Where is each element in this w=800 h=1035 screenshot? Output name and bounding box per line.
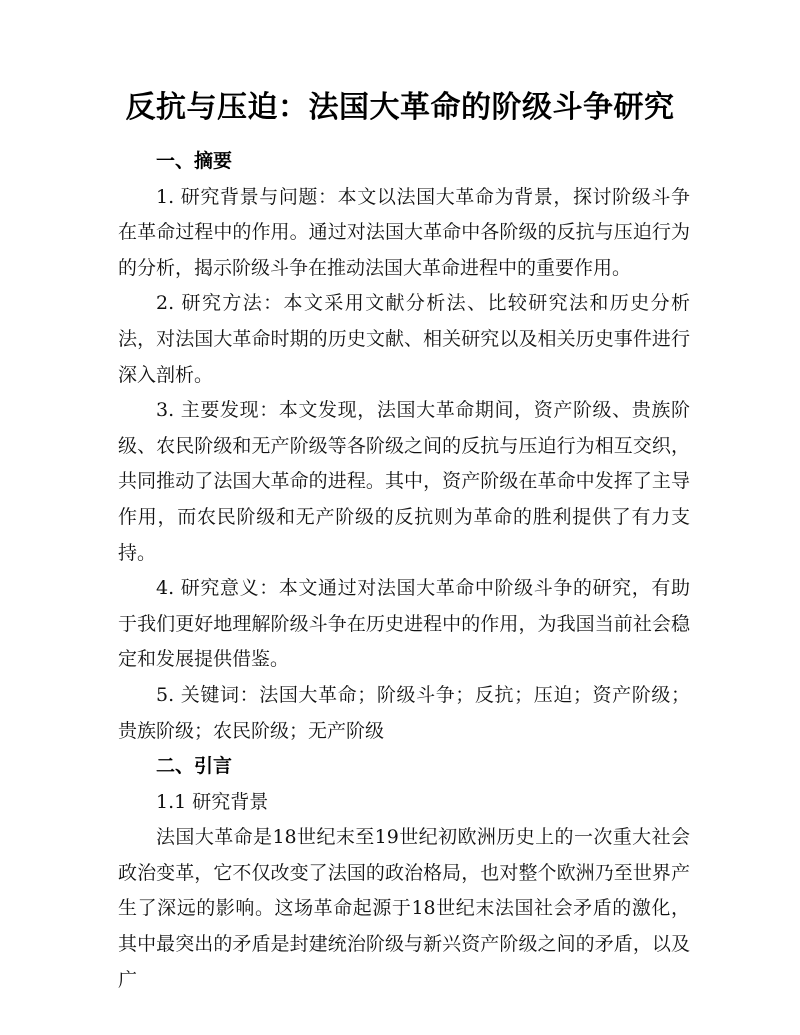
document-title: 反抗与压迫：法国大革命的阶级斗争研究	[125, 90, 675, 125]
document-body	[118, 144, 690, 998]
abstract-item-keywords: 5. 关键词：法国大革命；阶级斗争；反抗；压迫；资产阶级；贵族阶级；农民阶级；无产阶级	[118, 683, 690, 742]
abstract-item-findings: 3. 主要发现：本文发现，法国大革命期间，资产阶级、贵族阶级、农民阶级和无产阶级等各阶级之间的反抗与压迫行为相互交织，共同推动了法国大革命的进程。其中，资产阶级在革命中发挥了主导作用，而农民阶级和无产阶级的反抗则为革命的胜利提供了有力支持。	[118, 399, 690, 564]
abstract-item-method: 2. 研究方法：本文采用文献分析法、比较研究法和历史分析法，对法国大革命时期的历史文献、相关研究以及相关历史事件进行深入剖析。	[118, 292, 690, 386]
section-heading-introduction: 二、引言	[156, 755, 233, 778]
abstract-item-background: 1. 研究背景与问题：本文以法国大革命为背景，探讨阶级斗争在革命过程中的作用。通过对法国大革命中各阶级的反抗与压迫行为的分析，揭示阶级斗争在推动法国大革命进程中的重要作用。	[118, 185, 690, 279]
section-heading-abstract: 一、摘要	[156, 150, 233, 172]
abstract-item-significance: 4. 研究意义：本文通过对法国大革命中阶级斗争的研究，有助于我们更好地理解阶级斗争在历史进程中的作用，为我国当前社会稳定和发展提供借鉴。	[118, 577, 690, 671]
introduction-paragraph: 法国大革命是18世纪末至19世纪初欧洲历史上的一次重大社会政治变革，它不仅改变了法国的政治格局，也对整个欧洲乃至世界产生了深远的影响。这场革命起源于18世纪末法国社会矛盾的激化，其中最突出的矛盾是封建统治阶级与新兴资产阶级之间的矛盾，以及广	[118, 826, 690, 991]
subsection-heading-background: 1.1 研究背景	[156, 790, 269, 813]
